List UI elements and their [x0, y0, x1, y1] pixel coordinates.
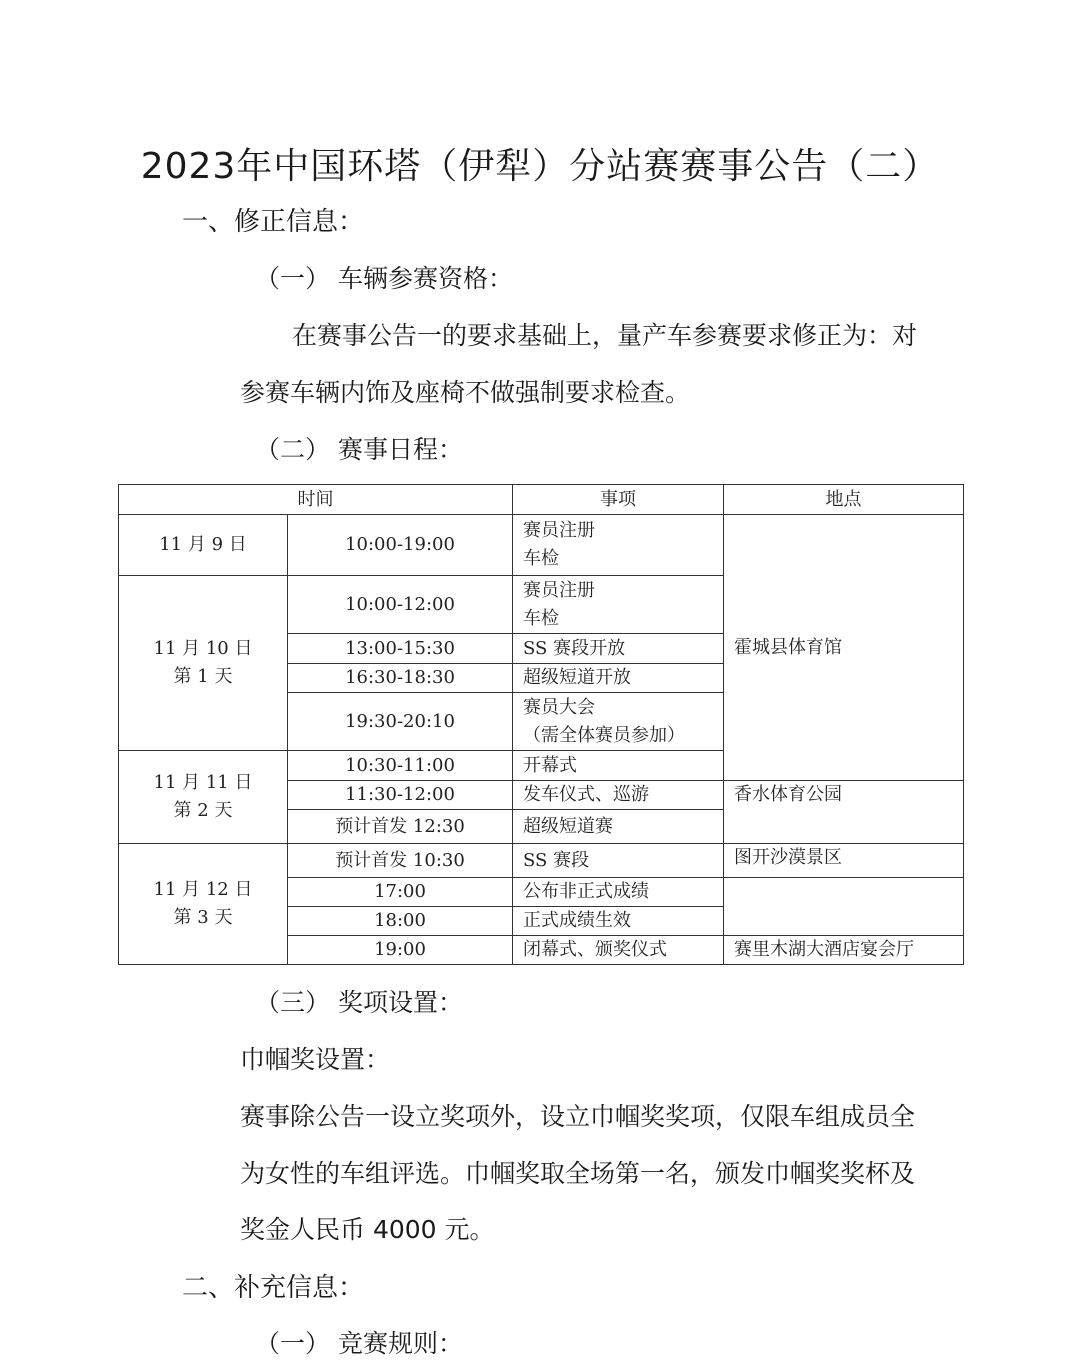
time-cell: 18:00 — [288, 907, 513, 936]
day-line: 第 2 天 — [173, 800, 233, 821]
date-cell — [119, 844, 288, 965]
item-cell: 正式成绩生效 — [513, 907, 724, 936]
item-cell: 闭幕式、颁奖仪式 — [513, 936, 724, 965]
place-cell: 图开沙漠景区 — [724, 844, 964, 878]
time-cell: 11:30-12:00 — [288, 781, 513, 810]
place-cell: 赛里木湖大酒店宴会厅 — [724, 936, 964, 965]
place-cell: 香水体育公园 — [724, 781, 964, 844]
time-cell: 10:30-11:00 — [288, 751, 513, 781]
item-cell: 公布非正式成绩 — [513, 878, 724, 907]
document-title: 2023年中国环塔（伊犁）分站赛赛事公告（二） — [140, 146, 940, 187]
paragraph-line: 奖金人民币 4000 元。 — [240, 1215, 495, 1244]
time-cell: 13:00-15:30 — [288, 634, 513, 664]
paragraph-line: 为女性的车组评选。巾帼奖取全场第一名，颁发巾帼奖奖杯及 — [240, 1159, 916, 1188]
time-cell: 10:00-12:00 — [288, 576, 513, 634]
paragraph-line: 参赛车辆内饰及座椅不做强制要求检查。 — [240, 378, 691, 407]
subheading-awards: （三） 奖项设置： — [255, 988, 463, 1017]
item-cell: 开幕式 — [513, 751, 724, 781]
paragraph-line: 赛事除公告一设立奖项外，设立巾帼奖奖项，仅限车组成员全 — [240, 1102, 916, 1131]
section-heading-corrections: 一、修正信息： — [182, 207, 365, 237]
time-cell: 16:30-18:30 — [288, 664, 513, 693]
time-cell: 19:30-20:10 — [288, 693, 513, 751]
item-cell — [513, 693, 724, 751]
date-cell — [119, 751, 288, 844]
paragraph-line: 在赛事公告一的要求基础上，量产车参赛要求修正为：对 — [292, 321, 918, 350]
item-cell: 超级短道赛 — [513, 810, 724, 844]
item-cell: SS 赛段开放 — [513, 634, 724, 664]
section-heading-supplement: 二、补充信息： — [182, 1273, 365, 1303]
item-cell: 发车仪式、巡游 — [513, 781, 724, 810]
subheading-competition-rules: （一） 竞赛规则： — [255, 1329, 463, 1358]
place-cell: 霍城县体育馆 — [724, 515, 964, 781]
header-time: 时间 — [119, 485, 513, 515]
award-heading: 巾帼奖设置： — [240, 1045, 391, 1074]
day-line: 第 1 天 — [173, 666, 233, 687]
header-item: 事项 — [513, 485, 724, 515]
item-line: 赛员注册 — [523, 579, 595, 601]
time-cell: 19:00 — [288, 936, 513, 965]
time-cell: 17:00 — [288, 878, 513, 907]
item-cell: 超级短道开放 — [513, 664, 724, 693]
date-line: 11 月 10 日 — [153, 638, 253, 659]
date-line: 11 月 12 日 — [153, 879, 253, 900]
subheading-schedule: （二） 赛事日程： — [255, 435, 463, 464]
day-line: 第 3 天 — [173, 907, 233, 928]
header-place: 地点 — [724, 485, 964, 515]
item-line: 车检 — [523, 607, 559, 629]
item-line: （需全体赛员参加） — [523, 724, 685, 746]
item-cell: SS 赛段 — [513, 844, 724, 878]
time-cell: 预计首发 10:30 — [288, 844, 513, 878]
item-line: 赛员大会 — [523, 696, 595, 718]
time-cell: 10:00-19:00 — [288, 515, 513, 576]
item-line: 赛员注册 — [523, 520, 595, 541]
date-cell — [119, 576, 288, 751]
date-cell: 11 月 9 日 — [119, 515, 288, 576]
date-line: 11 月 11 日 — [153, 772, 253, 793]
item-cell — [513, 576, 724, 634]
subheading-vehicle-eligibility: （一） 车辆参赛资格： — [255, 264, 513, 293]
time-cell: 预计首发 12:30 — [288, 810, 513, 844]
item-line: 车检 — [523, 548, 559, 569]
place-cell-empty — [724, 878, 964, 936]
item-cell — [513, 515, 724, 576]
schedule-table — [118, 484, 964, 965]
